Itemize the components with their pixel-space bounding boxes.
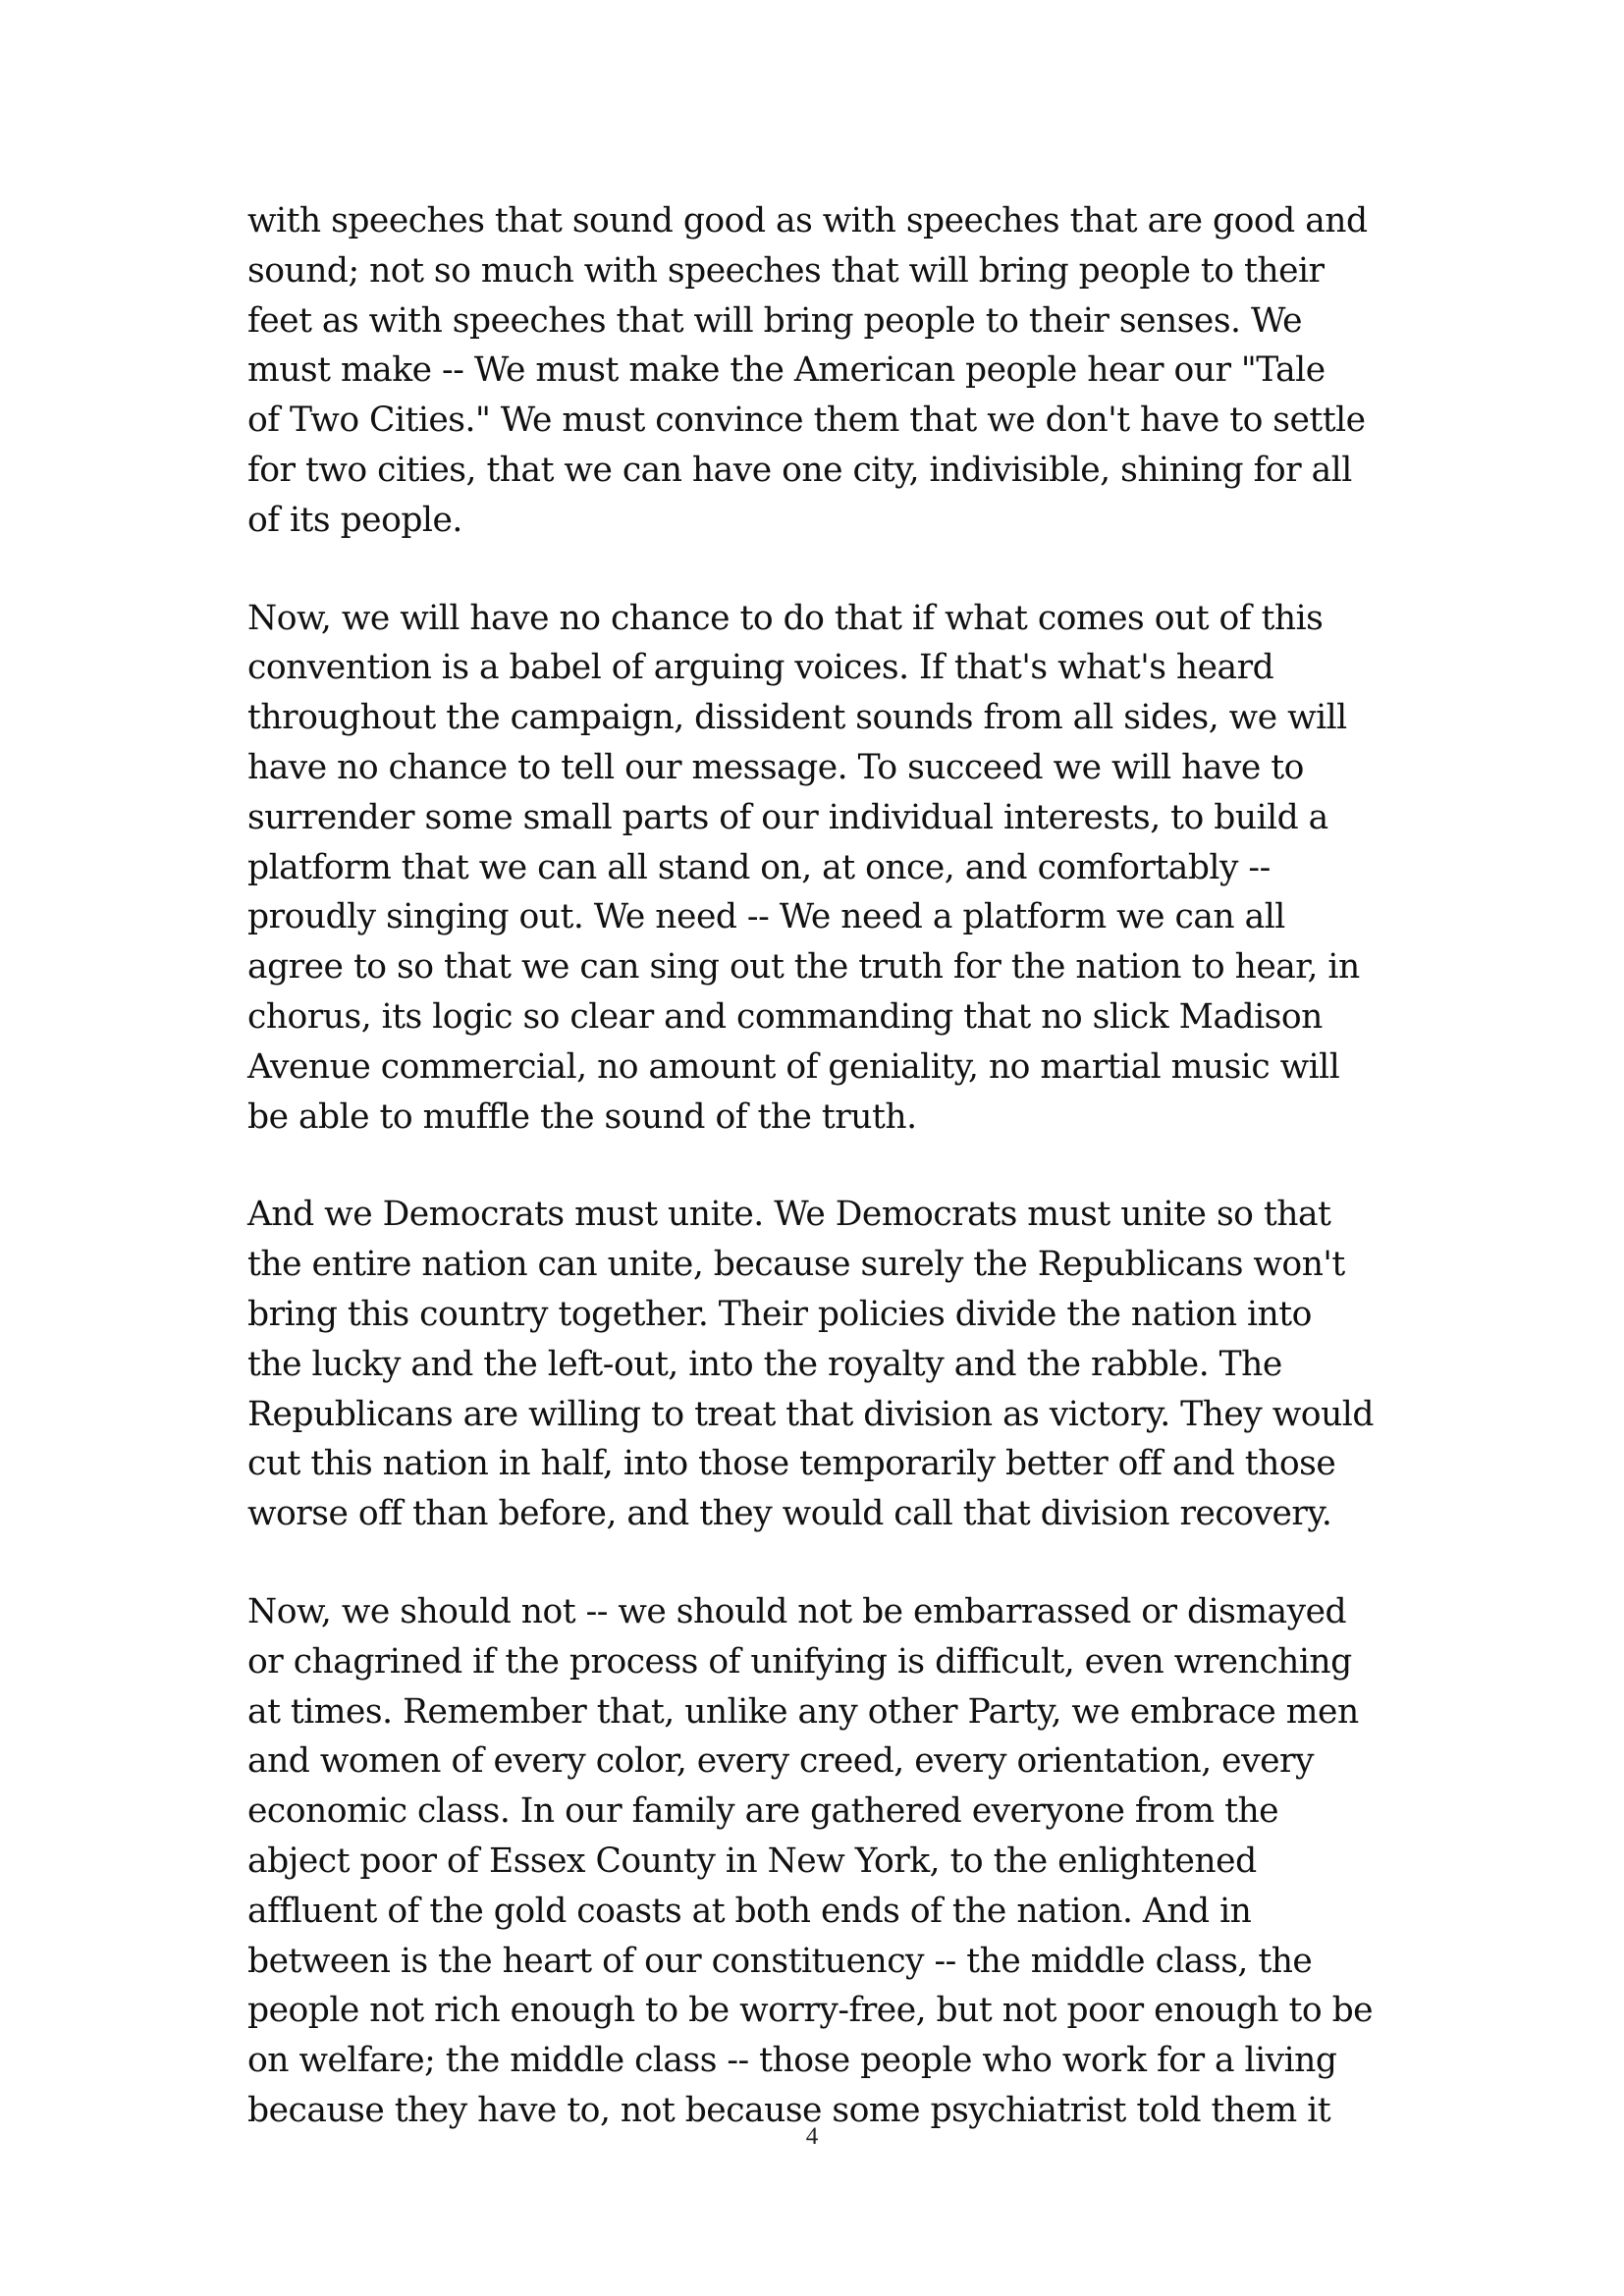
text-line: cut this nation in half, into those temporarily better off and those — [247, 1444, 1336, 1484]
text-line: of Two Cities." We must convince them that we don't have to settle — [247, 400, 1366, 441]
text-line: surrender some small parts of our individual interests, to build a — [247, 797, 1328, 837]
paragraph — [247, 1190, 1386, 1539]
paragraph — [247, 196, 1386, 546]
text-line: agree to so that we can sing out the truth for the nation to hear, in — [247, 947, 1360, 988]
text-line: on welfare; the middle class -- those people who work for a living — [247, 2041, 1337, 2081]
paragraph — [247, 1587, 1386, 2136]
text-line: or chagrined if the process of unifying is difficult, even wrenching — [247, 1641, 1352, 1682]
text-line: with speeches that sound good as with speeches that are good and — [247, 201, 1368, 240]
text-line: of its people. — [247, 500, 462, 540]
text-line: Avenue commercial, no amount of geniality, no martial music will — [247, 1046, 1340, 1087]
text-line: bring this country together. Their policies divide the nation into — [247, 1294, 1312, 1334]
text-line: worse off than before, and they would call that division recovery. — [247, 1494, 1332, 1534]
text-line: the lucky and the left-out, into the royalty and the rabble. The — [247, 1344, 1282, 1384]
text-line: feet as with speeches that will bring people to their senses. We — [247, 300, 1303, 341]
text-line: chorus, its logic so clear and commanding that no slick Madison — [247, 996, 1323, 1037]
text-line: because they have to, not because some psychiatrist told them it — [247, 2090, 1331, 2130]
text-line: for two cities, that we can have one city, indivisible, shining for all — [247, 450, 1352, 490]
text-line: Republicans are willing to treat that division as victory. They would — [247, 1394, 1374, 1434]
text-line: Now, we should not -- we should not be embarrassed or dismayed — [247, 1591, 1347, 1631]
text-line: proudly singing out. We need -- We need a platform we can all — [247, 897, 1285, 937]
paragraph — [247, 594, 1386, 1143]
text-line: platform that we can all stand on, at once, and comfortably -- — [247, 847, 1271, 887]
page-number: 4 — [805, 2123, 819, 2150]
text-line: affluent of the gold coasts at both ends of the nation. And in — [247, 1891, 1252, 1931]
text-line: have no chance to tell our message. To succeed we will have to — [247, 747, 1304, 787]
text-line: between is the heart of our constituency -- the middle class, the — [247, 1941, 1313, 1981]
text-line: And we Democrats must unite. We Democrats must unite so that — [247, 1195, 1331, 1235]
body-text — [247, 196, 1386, 2184]
text-line: abject poor of Essex County in New York, to the enlightened — [247, 1841, 1257, 1881]
text-line: Now, we will have no chance to do that if what comes out of this — [247, 598, 1324, 638]
text-line: and women of every color, every creed, every orientation, every — [247, 1741, 1314, 1782]
text-line: throughout the campaign, dissident sounds from all sides, we will — [247, 698, 1347, 738]
text-line: the entire nation can unite, because surely the Republicans won't — [247, 1245, 1345, 1285]
text-line: convention is a babel of arguing voices. If that's what's heard — [247, 648, 1274, 688]
text-line: people not rich enough to be worry-free, but not poor enough to be — [247, 1991, 1374, 2031]
text-line: must make -- We must make the American people hear our "Tale — [247, 350, 1326, 391]
text-line: be able to muffle the sound of the truth. — [247, 1096, 917, 1137]
text-line: sound; not so much with speeches that will bring people to their — [247, 250, 1325, 291]
text-line: economic class. In our family are gathered everyone from the — [247, 1791, 1279, 1832]
text-line: at times. Remember that, unlike any other Party, we embrace men — [247, 1691, 1359, 1732]
